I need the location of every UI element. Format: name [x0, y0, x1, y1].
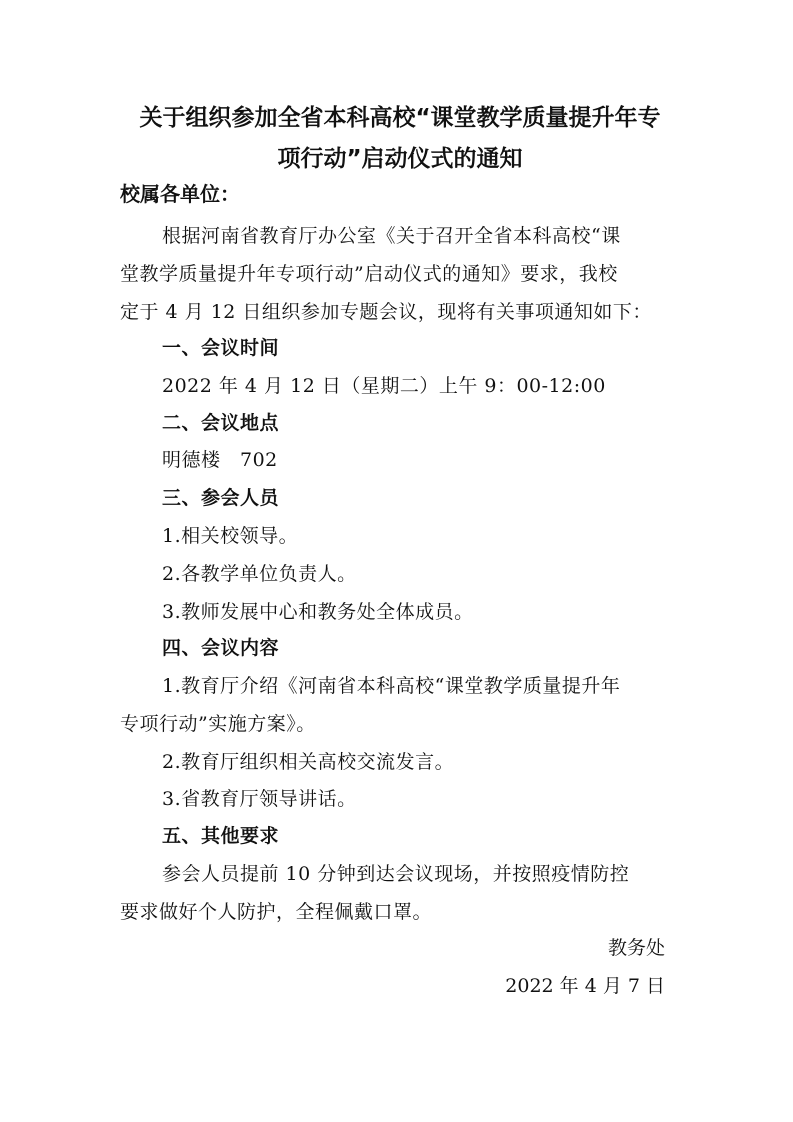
content-item-2: 2.教育厅组织相关高校交流发言。: [162, 751, 455, 773]
meeting-place-text: 明德楼 702: [162, 449, 278, 471]
section-heading-other: 五、其他要求: [162, 825, 280, 847]
issuing-office: 教务处: [607, 937, 665, 959]
section-heading-place: 二、会议地点: [162, 412, 280, 434]
salutation: 校属各单位：: [120, 182, 240, 206]
content-item-1-line-1: 1.教育厅介绍《河南省本科高校“课堂教学质量提升年: [162, 675, 621, 697]
intro-line-3: 定于 4 月 12 日组织参加专题会议，现将有关事项通知如下：: [120, 301, 652, 323]
attendee-item: 2.各教学单位负责人。: [162, 563, 357, 585]
content-item-1-line-2: 专项行动”实施方案》。: [120, 713, 316, 735]
section-heading-attendees: 三、参会人员: [162, 487, 280, 509]
other-requirements-line-2: 要求做好个人防护，全程佩戴口罩。: [120, 901, 433, 923]
section-heading-time: 一、会议时间: [162, 337, 280, 359]
issue-date: 2022 年 4 月 7 日: [505, 975, 665, 997]
intro-line-1: 根据河南省教育厅办公室《关于召开全省本科高校“课: [162, 225, 621, 247]
other-requirements-line-1: 参会人员提前 10 分钟到达会议现场，并按照疫情防控: [162, 863, 630, 885]
meeting-time-text: 2022 年 4 月 12 日（星期二）上午 9：00-12:00: [162, 375, 606, 397]
section-heading-content: 四、会议内容: [162, 637, 280, 659]
intro-line-2: 堂教学质量提升年专项行动”启动仪式的通知》要求，我校: [120, 263, 618, 285]
document-title-line-2: 项行动”启动仪式的通知: [277, 146, 523, 172]
content-item-3: 3.省教育厅领导讲话。: [162, 788, 357, 810]
attendee-item: 1.相关校领导。: [162, 525, 299, 547]
document-title-line-1: 关于组织参加全省本科高校“课堂教学质量提升年专: [139, 105, 661, 131]
attendee-item: 3.教师发展中心和教务处全体成员。: [162, 601, 474, 623]
